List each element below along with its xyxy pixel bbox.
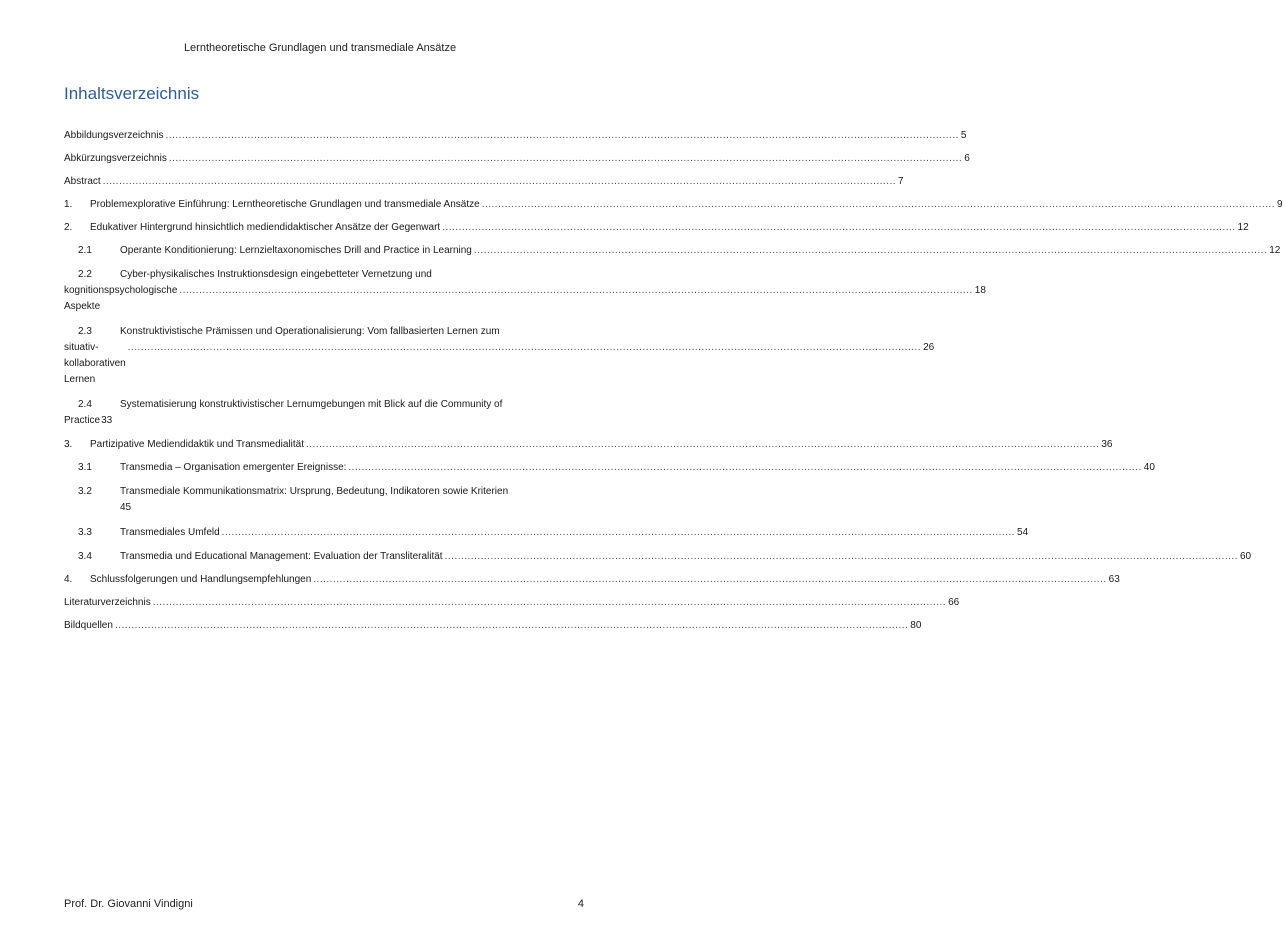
toc-entry-number: 3.3 <box>78 527 92 538</box>
dot-leader <box>115 618 908 633</box>
toc-entry-title: Systematisierung konstruktivistischer Lernumgebungen mit Blick auf die Community of <box>120 399 503 410</box>
toc-entry-page: 33 <box>101 415 113 426</box>
toc-entry-page: 6 <box>964 153 970 164</box>
toc-entry-page: 80 <box>910 620 922 631</box>
toc-entry-literaturverzeichnis[interactable] <box>64 595 960 610</box>
toc-entry-number: 3.1 <box>78 462 92 473</box>
toc-entry-title: Abbildungsverzeichnis <box>64 130 164 141</box>
dot-leader <box>482 197 1275 212</box>
dot-leader <box>179 283 972 299</box>
toc-entry-title: Transmediales Umfeld <box>120 527 220 538</box>
toc-entry-section-3-3[interactable] <box>64 525 1029 540</box>
toc-entry-page: 5 <box>960 130 967 141</box>
toc-entry-page: 45 <box>120 502 132 513</box>
toc-entry-number: 3.4 <box>78 551 92 562</box>
toc-entry-section-2-3[interactable] <box>64 324 935 388</box>
toc-entry-number: 2. <box>64 222 73 233</box>
toc-entry-section-3-2[interactable] <box>64 484 583 516</box>
toc-entry-chapter-4[interactable] <box>64 572 1120 587</box>
table-of-contents <box>64 128 1283 633</box>
dot-leader <box>128 340 921 356</box>
toc-entry-chapter-1[interactable] <box>64 197 1283 212</box>
toc-entry-title: Transmedia und Educational Management: Evaluation der Transliteralität <box>120 551 443 562</box>
toc-entry-number: 3. <box>64 439 73 450</box>
toc-entry-title: Schlussfolgerungen und Handlungsempfehlungen <box>90 574 312 585</box>
running-header: Lerntheoretische Grundlagen und transmediale Ansätze <box>183 42 457 54</box>
toc-entry-page: 18 <box>974 285 986 296</box>
toc-entry-number: 1. <box>64 199 73 210</box>
toc-entry-bildquellen[interactable] <box>64 618 922 633</box>
toc-entry-number: 2.1 <box>78 245 92 256</box>
toc-entry-section-2-2[interactable] <box>64 267 986 315</box>
toc-entry-page: 66 <box>948 597 960 608</box>
toc-entry-section-2-4[interactable] <box>64 397 583 429</box>
toc-entry-abstract[interactable] <box>64 174 904 189</box>
toc-entry-number: 4. <box>64 574 73 585</box>
toc-entry-section-3-1[interactable] <box>64 460 1155 475</box>
toc-entry-page: 7 <box>898 176 904 187</box>
dot-leader <box>313 572 1106 587</box>
toc-entry-title: Problemexplorative Einführung: Lerntheoretische Grundlagen und transmediale Ansätze <box>90 199 480 210</box>
toc-entry-title: Transmediale Kommunikationsmatrix: Ursprung, Bedeutung, Indikatoren sowie Kriterien <box>120 486 509 497</box>
dot-leader <box>103 174 896 189</box>
toc-entry-number: 2.2 <box>78 269 92 280</box>
toc-entry-title-continued: kognitionspsychologische Aspekte <box>64 285 178 312</box>
dot-leader <box>474 243 1267 258</box>
toc-entry-page: 63 <box>1108 574 1120 585</box>
dot-leader <box>348 460 1141 475</box>
footer-page-number: 4 <box>577 898 584 910</box>
toc-entry-title-continued: Practice <box>64 415 101 426</box>
dot-leader <box>222 525 1015 540</box>
toc-entry-page: 12 <box>1269 245 1281 256</box>
dot-leader <box>445 549 1238 564</box>
toc-entry-chapter-2[interactable] <box>64 220 1249 235</box>
toc-entry-page: 26 <box>923 342 935 353</box>
toc-entry-title: Operante Konditionierung: Lernzieltaxonomisches Drill and Practice in Learning <box>120 245 472 256</box>
toc-entry-chapter-3[interactable] <box>64 437 1113 452</box>
toc-entry-title: Edukativer Hintergrund hinsichtlich mediendidaktischer Ansätze der Gegenwart <box>90 222 441 233</box>
toc-entry-page: 12 <box>1237 222 1249 233</box>
toc-entry-title: Abkürzungsverzeichnis <box>64 153 167 164</box>
toc-entry-number: 2.3 <box>78 326 92 337</box>
toc-entry-title: Partizipative Mediendidaktik und Transmedialität <box>90 439 304 450</box>
dot-leader <box>153 595 946 610</box>
toc-entry-title: Cyber-physikalisches Instruktionsdesign eingebetteter Vernetzung und <box>120 269 432 280</box>
dot-leader <box>169 151 962 166</box>
toc-entry-page: 54 <box>1017 527 1029 538</box>
toc-entry-title: Konstruktivistische Prämissen und Operationalisierung: Vom fallbasierten Lernen zum <box>120 326 500 337</box>
toc-entry-section-2-1[interactable] <box>64 243 1281 258</box>
toc-entry-number: 3.2 <box>78 486 92 497</box>
toc-entry-abbildungsverzeichnis[interactable] <box>64 128 967 143</box>
dot-leader <box>306 437 1099 452</box>
toc-entry-page: 60 <box>1239 551 1252 562</box>
toc-entry-title: Abstract <box>64 176 101 187</box>
toc-entry-title: Transmedia – Organisation emergenter Ereignisse: <box>120 462 347 473</box>
toc-entry-page: 40 <box>1143 462 1155 473</box>
toc-entry-title: Literaturverzeichnis <box>64 597 151 608</box>
toc-entry-page: 9 <box>1277 199 1283 210</box>
footer-author: Prof. Dr. Giovanni Vindigni <box>64 898 193 910</box>
toc-heading: Inhaltsverzeichnis <box>64 84 200 103</box>
toc-entry-title: Bildquellen <box>64 620 113 631</box>
toc-entry-page: 36 <box>1101 439 1113 450</box>
toc-entry-abkuerzungsverzeichnis[interactable] <box>64 151 970 166</box>
dot-leader <box>442 220 1235 235</box>
dot-leader <box>166 128 959 143</box>
toc-entry-section-3-4[interactable] <box>64 549 1252 564</box>
toc-entry-title-continued: situativ-kollaborativen Lernen <box>64 342 126 385</box>
toc-entry-number: 2.4 <box>78 399 92 410</box>
